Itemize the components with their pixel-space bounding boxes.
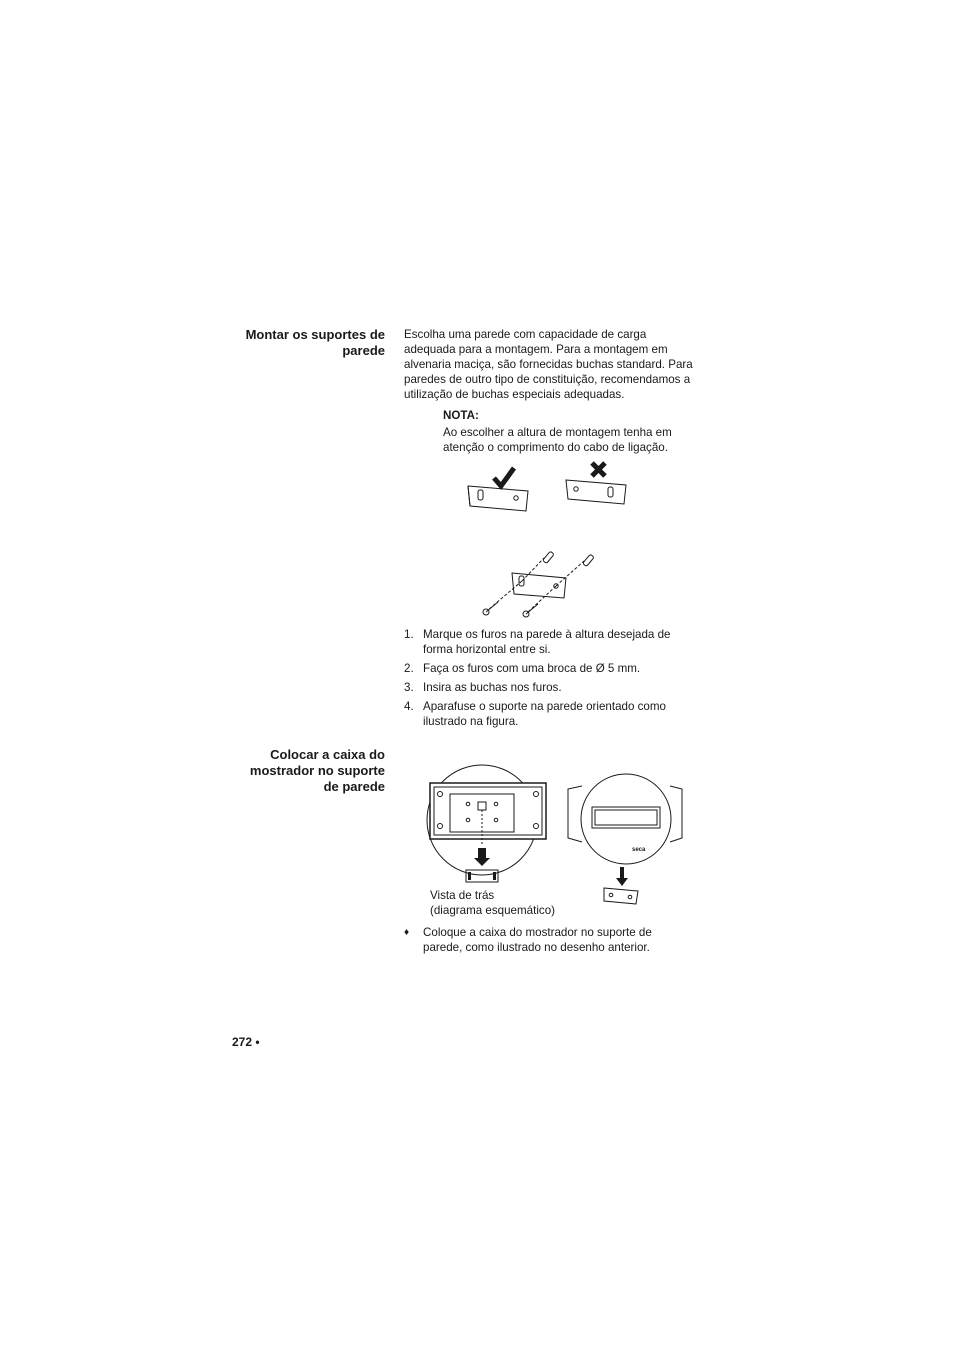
arrow-down-icon [474,848,490,866]
brand-logo: seca [632,847,646,853]
cross-icon [592,463,605,476]
diamond-bullet-icon: ♦ [404,927,410,938]
figure-caption: Vista de trás (diagrama esquemático) [430,889,556,917]
list-item: 4. Aparafuse o suporte na parede orientado como ilustrado na figura. [404,700,666,728]
note-label: NOTA: [443,409,479,422]
list-item: 1. Marque os furos na parede à altura desejada de forma horizontal entre si. [404,628,671,656]
note-text: Ao escolher a altura de montagem tenha em atenção o comprimento do cabo de ligação. [443,426,672,454]
mounting-steps-list [404,627,694,733]
list-item: 2. Faça os furos com uma broca de Ø 5 mm. [404,662,641,675]
list-item: 3. Insira as buchas nos furos. [404,681,562,694]
section-heading-mount-brackets: Montar os suportes de parede [245,327,385,358]
back-view-illustration [430,764,548,886]
checkmark-icon [494,468,514,486]
arrow-down-icon [616,867,628,886]
bullet-instruction: ♦ Coloque a caixa do mostrador no suporte de parede, como ilustrado no desenho anterior. [404,926,652,954]
front-view-illustration [566,774,686,906]
section-heading-attach-display: Colocar a caixa do mostrador no suporte de parede [249,747,385,794]
page-number: 272 • [232,1035,260,1049]
bracket-orientation-illustration [460,458,640,518]
bracket-mounting-illustration [478,548,608,620]
intro-paragraph: Escolha uma parede com capacidade de carga adequada para a montagem. Para a montagem em alvenaria maciça, são fornecidas buchas standard. Para paredes de outro tipo de constituição, recomendamos a utilização de buchas especiais adequadas. [404,328,693,401]
